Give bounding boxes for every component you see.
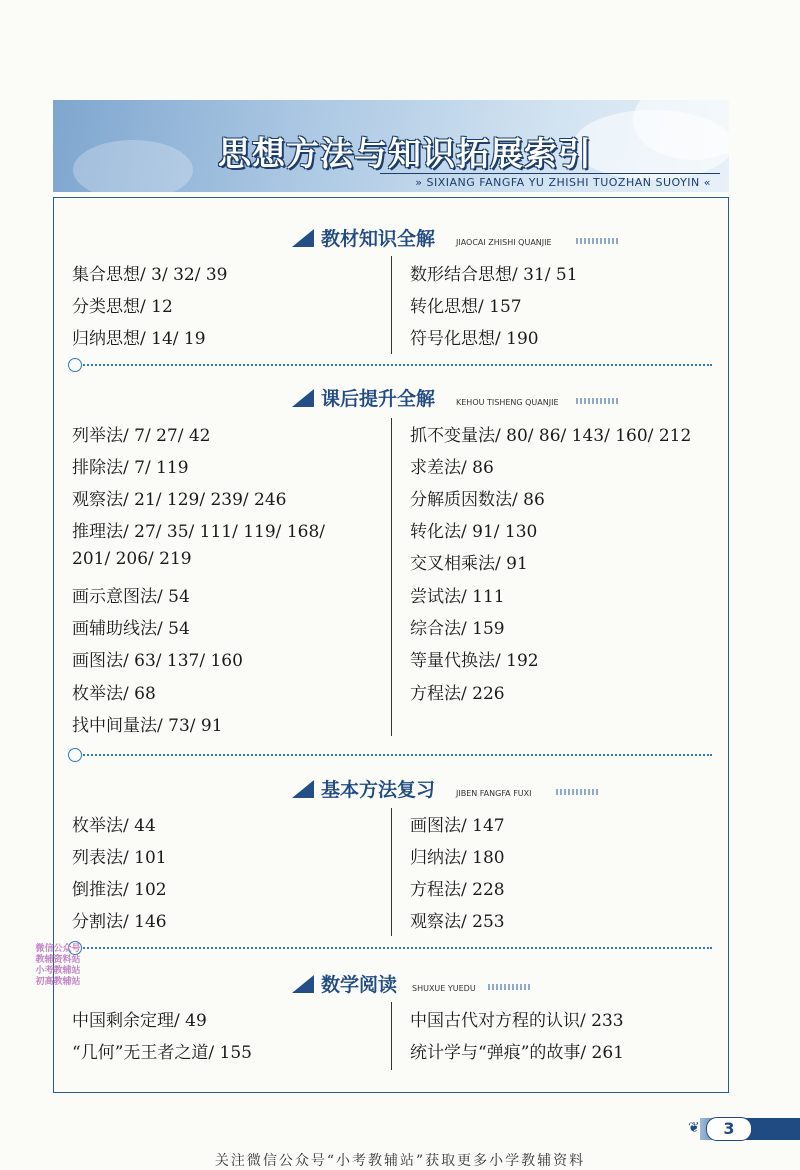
- dots-decoration: [576, 238, 620, 244]
- index-entry: 符号化思想/ 190: [410, 329, 539, 349]
- page-title: 思想方法与知识拓展索引: [218, 134, 592, 173]
- index-entry: 倒推法/ 102: [72, 880, 167, 900]
- column-divider: [391, 256, 392, 354]
- index-entry: 统计学与“弹痕”的故事/ 261: [410, 1043, 624, 1063]
- index-entry: 综合法/ 159: [410, 619, 505, 639]
- index-entry: 枚举法/ 68: [72, 684, 156, 704]
- section-title: 数学阅读: [321, 974, 398, 996]
- leaf-icon: ❦: [688, 1120, 700, 1136]
- circle-marker-icon: [68, 748, 82, 762]
- title-banner: [53, 100, 729, 192]
- dots-decoration: [488, 984, 532, 990]
- index-entry: 中国古代对方程的认识/ 233: [410, 1011, 624, 1031]
- page-number: 3: [706, 1117, 752, 1141]
- section-header-jiaocai: [0, 224, 800, 254]
- index-entry: 画图法/ 63/ 137/ 160: [72, 651, 243, 671]
- section-title: 教材知识全解: [321, 228, 436, 250]
- index-entry: 中国剩余定理/ 49: [72, 1011, 207, 1031]
- triangle-icon: [292, 229, 314, 247]
- index-entry: 枚举法/ 44: [72, 816, 156, 836]
- section-title: 课后提升全解: [321, 388, 436, 410]
- column-divider: [391, 418, 392, 736]
- index-entry: 找中间量法/ 73/ 91: [72, 716, 223, 736]
- index-entry: 集合思想/ 3/ 32/ 39: [72, 265, 228, 285]
- index-entry: 观察法/ 21/ 129/ 239/ 246: [72, 490, 287, 510]
- dots-decoration: [556, 789, 600, 795]
- section-header-jiben: [0, 775, 800, 805]
- circle-marker-icon: [68, 358, 82, 372]
- section-pinyin: KEHOU TISHENG QUANJIE: [456, 398, 559, 407]
- dotted-separator: [72, 947, 712, 949]
- index-entry: 尝试法/ 111: [410, 587, 505, 607]
- dotted-separator: [72, 754, 712, 756]
- index-entry: 转化思想/ 157: [410, 297, 522, 317]
- section-header-kehou: [0, 384, 800, 414]
- index-entry: 数形结合思想/ 31/ 51: [410, 265, 578, 285]
- index-entry: 方程法/ 228: [410, 880, 505, 900]
- index-entry: 转化法/ 91/ 130: [410, 522, 538, 542]
- triangle-icon: [292, 975, 314, 993]
- index-entry: 画辅助线法/ 54: [72, 619, 190, 639]
- index-entry: 分类思想/ 12: [72, 297, 173, 317]
- index-entry: 列举法/ 7/ 27/ 42: [72, 426, 211, 446]
- index-entry: 列表法/ 101: [72, 848, 167, 868]
- watermark-line: 小考教辅站: [35, 966, 81, 976]
- index-entry: 观察法/ 253: [410, 912, 505, 932]
- index-entry: 画图法/ 147: [410, 816, 505, 836]
- watermark-line: 教辅资料站: [35, 955, 81, 965]
- index-entry: 分割法/ 146: [72, 912, 167, 932]
- index-entry: 画示意图法/ 54: [72, 587, 190, 607]
- watermark-stamp: [26, 944, 90, 988]
- index-entry: 201/ 206/ 219: [72, 549, 192, 569]
- section-pinyin: JIBEN FANGFA FUXI: [456, 789, 532, 798]
- column-divider: [391, 1002, 392, 1070]
- page-subtitle: » SIXIANG FANGFA YU ZHISHI TUOZHAN SUOYIN «: [415, 176, 711, 189]
- section-title: 基本方法复习: [321, 779, 436, 801]
- index-entry: 求差法/ 86: [410, 458, 494, 478]
- dotted-separator: [72, 364, 712, 366]
- index-entry: 归纳法/ 180: [410, 848, 505, 868]
- triangle-icon: [292, 389, 314, 407]
- section-pinyin: JIAOCAI ZHISHI QUANJIE: [456, 238, 552, 247]
- index-entry: 交叉相乘法/ 91: [410, 554, 528, 574]
- section-pinyin: SHUXUE YUEDU: [412, 984, 476, 993]
- footer-note: 关注微信公众号“小考教辅站”获取更多小学教辅资料: [214, 1153, 586, 1169]
- dots-decoration: [576, 398, 620, 404]
- triangle-icon: [292, 780, 314, 798]
- watermark-line: 微信公众号: [35, 944, 81, 954]
- section-header-shuxue: [0, 970, 800, 1000]
- index-entry: “几何”无王者之道/ 155: [72, 1043, 252, 1063]
- index-entry: 分解质因数法/ 86: [410, 490, 545, 510]
- index-entry: 推理法/ 27/ 35/ 111/ 119/ 168/: [72, 522, 325, 542]
- title-underline: [380, 173, 720, 174]
- index-entry: 排除法/ 7/ 119: [72, 458, 189, 478]
- index-entry: 等量代换法/ 192: [410, 651, 539, 671]
- watermark-line: 初高教辅站: [35, 977, 81, 987]
- index-entry: 归纳思想/ 14/ 19: [72, 329, 206, 349]
- index-entry: 抓不变量法/ 80/ 86/ 143/ 160/ 212: [410, 426, 692, 446]
- index-entry: 方程法/ 226: [410, 684, 505, 704]
- column-divider: [391, 808, 392, 936]
